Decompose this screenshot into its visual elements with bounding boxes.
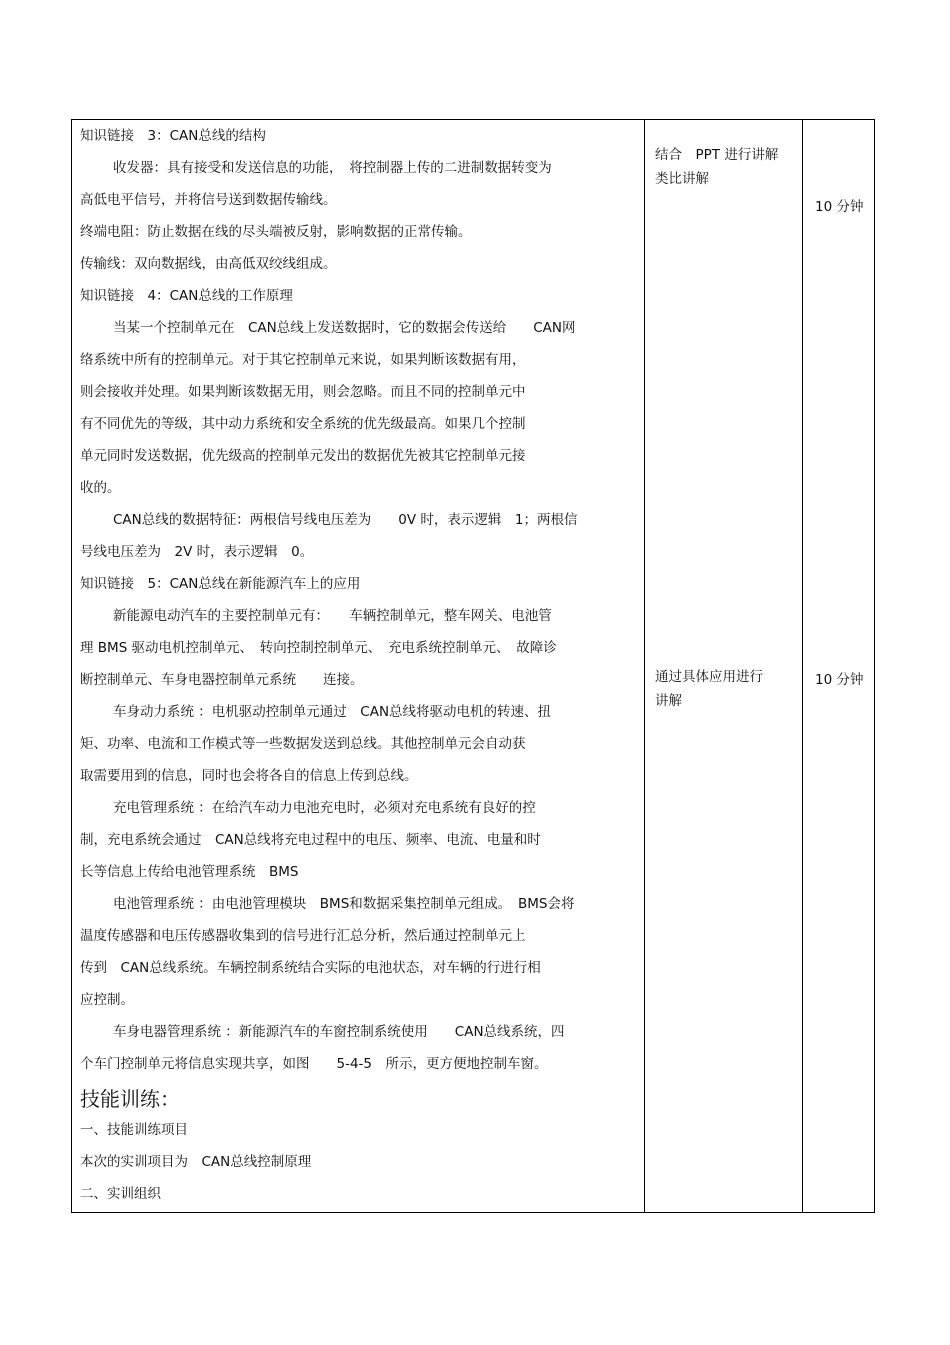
- content-line: 充电管理系统 ：在给汽车动力电池充电时，必须对充电系统有良好的控: [113, 800, 536, 816]
- content-line: 个车门控制单元将信息实现共享，如图 5-4-5 所示，更方便地控制车窗。: [80, 1056, 548, 1072]
- content-line: 收发器：具有接受和发送信息的功能， 将控制器上传的二进制数据转变为: [113, 160, 552, 176]
- duration-text: 10 分钟: [815, 199, 864, 215]
- training-line: 二、实训组织: [80, 1186, 161, 1202]
- content-line: 车身动力系统 ：电机驱动控制单元通过 CAN总线将驱动电机的转速、扭: [113, 704, 552, 720]
- duration-cell: [815, 668, 870, 692]
- method-text: 通过具体应用进行 讲解: [655, 669, 763, 709]
- content-line: 断控制单元、车身电器控制单元系统 连接。: [80, 672, 364, 688]
- content-line: 高低电平信号，并将信号送到数据传输线。: [80, 192, 337, 208]
- method-cell: [655, 665, 795, 713]
- content-line: 理 BMS 驱动电机控制单元、 转向控制控制单元、 充电系统控制单元、 故障诊: [80, 640, 557, 656]
- method-text: 结合 PPT 进行讲解 类比讲解: [655, 147, 779, 187]
- content-line: 知识链接 5：CAN总线在新能源汽车上的应用: [80, 576, 361, 592]
- content-line: 新能源电动汽车的主要控制单元有： 车辆控制单元，整车网关、电池管: [113, 608, 552, 624]
- column-divider: [802, 119, 803, 1213]
- training-line: 本次的实训项目为 CAN总线控制原理: [80, 1154, 312, 1170]
- content-line: 温度传感器和电压传感器收集到的信号进行汇总分析，然后通过控制单元上: [80, 928, 526, 944]
- content-line: 则会接收并处理。如果判断该数据无用，则会忽略。而且不同的控制单元中: [80, 384, 526, 400]
- content-line: 电池管理系统 ：由电池管理模块 BMS和数据采集控制单元组成。 BMS会将: [113, 896, 575, 912]
- content-line: 取需要用到的信息，同时也会将各自的信息上传到总线。: [80, 768, 418, 784]
- content-line: 传输线：双向数据线，由高低双绞线组成。: [80, 256, 337, 272]
- duration-cell: [815, 195, 870, 219]
- content-line: 号线电压差为 2V 时，表示逻辑 0。: [80, 544, 314, 560]
- method-cell: [655, 143, 795, 191]
- column-divider: [644, 119, 645, 1213]
- content-line: 知识链接 3：CAN总线的结构: [80, 128, 266, 144]
- content-line: 单元同时发送数据，优先级高的控制单元发出的数据优先被其它控制单元接: [80, 448, 526, 464]
- content-line: 传到 CAN总线系统。车辆控制系统结合实际的电池状态，对车辆的行进行相: [80, 960, 541, 976]
- content-line: 当某一个控制单元在 CAN总线上发送数据时，它的数据会传送给 CAN网: [113, 320, 576, 336]
- content-lines: [80, 122, 640, 1082]
- content-line: 长等信息上传给电池管理系统 BMS: [80, 864, 299, 880]
- content-line: 终端电阻：防止数据在线的尽头端被反射，影响数据的正常传输。: [80, 224, 472, 240]
- duration-text: 10 分钟: [815, 672, 864, 688]
- content-line: 车身电器管理系统 ：新能源汽车的车窗控制系统使用 CAN总线系统，四: [113, 1024, 565, 1040]
- skill-training-lines: [80, 1116, 640, 1212]
- content-line: 收的。: [80, 480, 121, 496]
- content-line: 制，充电系统会通过 CAN总线将充电过程中的电压、频率、电流、电量和时: [80, 832, 541, 848]
- content-column: [80, 122, 640, 1212]
- content-line: 应控制。: [80, 992, 134, 1008]
- content-line: 络系统中所有的控制单元。对于其它控制单元来说，如果判断该数据有用，: [80, 352, 526, 368]
- content-line: 有不同优先的等级，其中动力系统和安全系统的优先级最高。如果几个控制: [80, 416, 526, 432]
- content-line: 知识链接 4：CAN总线的工作原理: [80, 288, 293, 304]
- training-line: 一、技能训练项目: [80, 1122, 188, 1138]
- content-line: 矩、功率、电流和工作模式等一些数据发送到总线。其他控制单元会自动获: [80, 736, 526, 752]
- skill-training-heading: 技能训练：: [80, 1087, 180, 1111]
- content-line: CAN总线的数据特征：两根信号线电压差为 0V 时，表示逻辑 1；两根信: [113, 512, 578, 528]
